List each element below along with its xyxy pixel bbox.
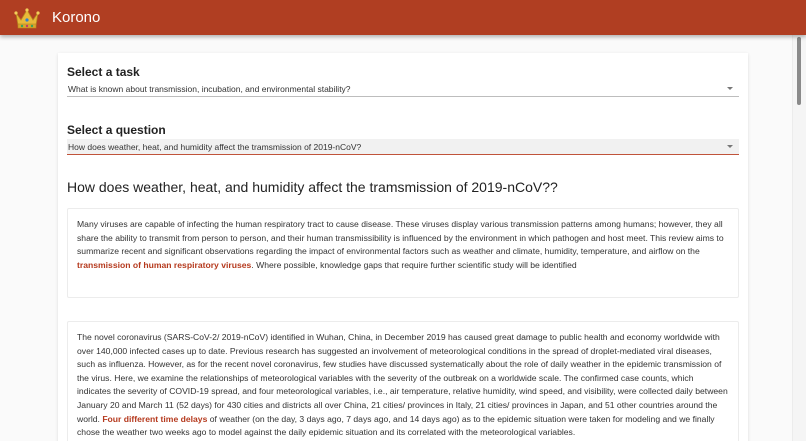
app-title: Korono — [52, 9, 101, 26]
abstract-highlight: Four different time delays — [102, 413, 208, 424]
task-select-label: Select a task — [67, 65, 140, 79]
abstract-text: Many viruses are capable of infecting the human respiratory tract to cause disease. These viruses display various transmission patterns among humans; however, they all share the ability to transmit from person to person, and their human transmissibility is influenced by the environment in which pathogen and host meet. This review aims to summarize recent and significant observations regarding the impact of environmental factors such as weather and climate, humidity, temperature, and airflow on the — [77, 219, 724, 257]
abstract-card — [67, 321, 739, 441]
task-select[interactable] — [67, 81, 739, 97]
question-select-label: Select a question — [67, 123, 166, 137]
question-select[interactable] — [67, 139, 739, 155]
abstract-text: of weather (on the day, 3 days ago, 7 days ago, and 14 days ago) as to the epidemic situation were taken for modeling and we finally chose the weather two weeks ago to model against the daily epidemic situation and its correlated with the meteorological variables. — [77, 413, 715, 438]
question-select-value: How does weather, heat, and humidity affect the tramsmission of 2019-nCoV? — [68, 142, 362, 152]
results-heading: How does weather, heat, and humidity affect the tramsmission of 2019-nCoV?? — [67, 179, 558, 195]
abstract-text: The novel coronavirus (SARS-CoV-2/ 2019-nCoV) identified in Wuhan, China, in December 2019 has caused great damage to public health and economy worldwide with over 140,000 infected cases up to date. Previous research has suggested an involvement of meteorological conditions in the spread of droplet-mediated viral diseases, such as influenza. However, as for the recent novel coronavirus, few studies have discussed systematically about the role of daily weather in the epidemic transmission of the virus. Here, we examine the relationships of meteorological variables with the severity of the outbreak on a worldwide scale. The confirmed case counts, which indicates the severity of COVID-19 spread, and four meteorological variables, i.e., air temperature, relative humidity, wind speed, and visibility, were collected daily between January 20 and March 11 (52 days) for 430 cities and districts all over China, 21 cities/ provinces in Italy, 21 cities/ provinces in Japan, and 51 other countries around the world. — [77, 332, 728, 424]
page-scrollbar[interactable] — [792, 35, 806, 441]
abstract-text: . Where possible, knowledge gaps that require further scientific study will be identified — [251, 259, 577, 270]
app-bar — [0, 0, 806, 35]
crown-icon — [13, 6, 40, 30]
scrollbar-thumb[interactable] — [797, 37, 801, 105]
task-select-value: What is known about transmission, incubation, and environmental stability? — [68, 84, 351, 94]
dropdown-arrow-icon — [727, 145, 733, 148]
dropdown-arrow-icon — [727, 87, 733, 90]
abstract-highlight: transmission of human respiratory viruses — [77, 259, 252, 270]
abstract-card — [67, 208, 739, 298]
content-card — [58, 53, 748, 441]
